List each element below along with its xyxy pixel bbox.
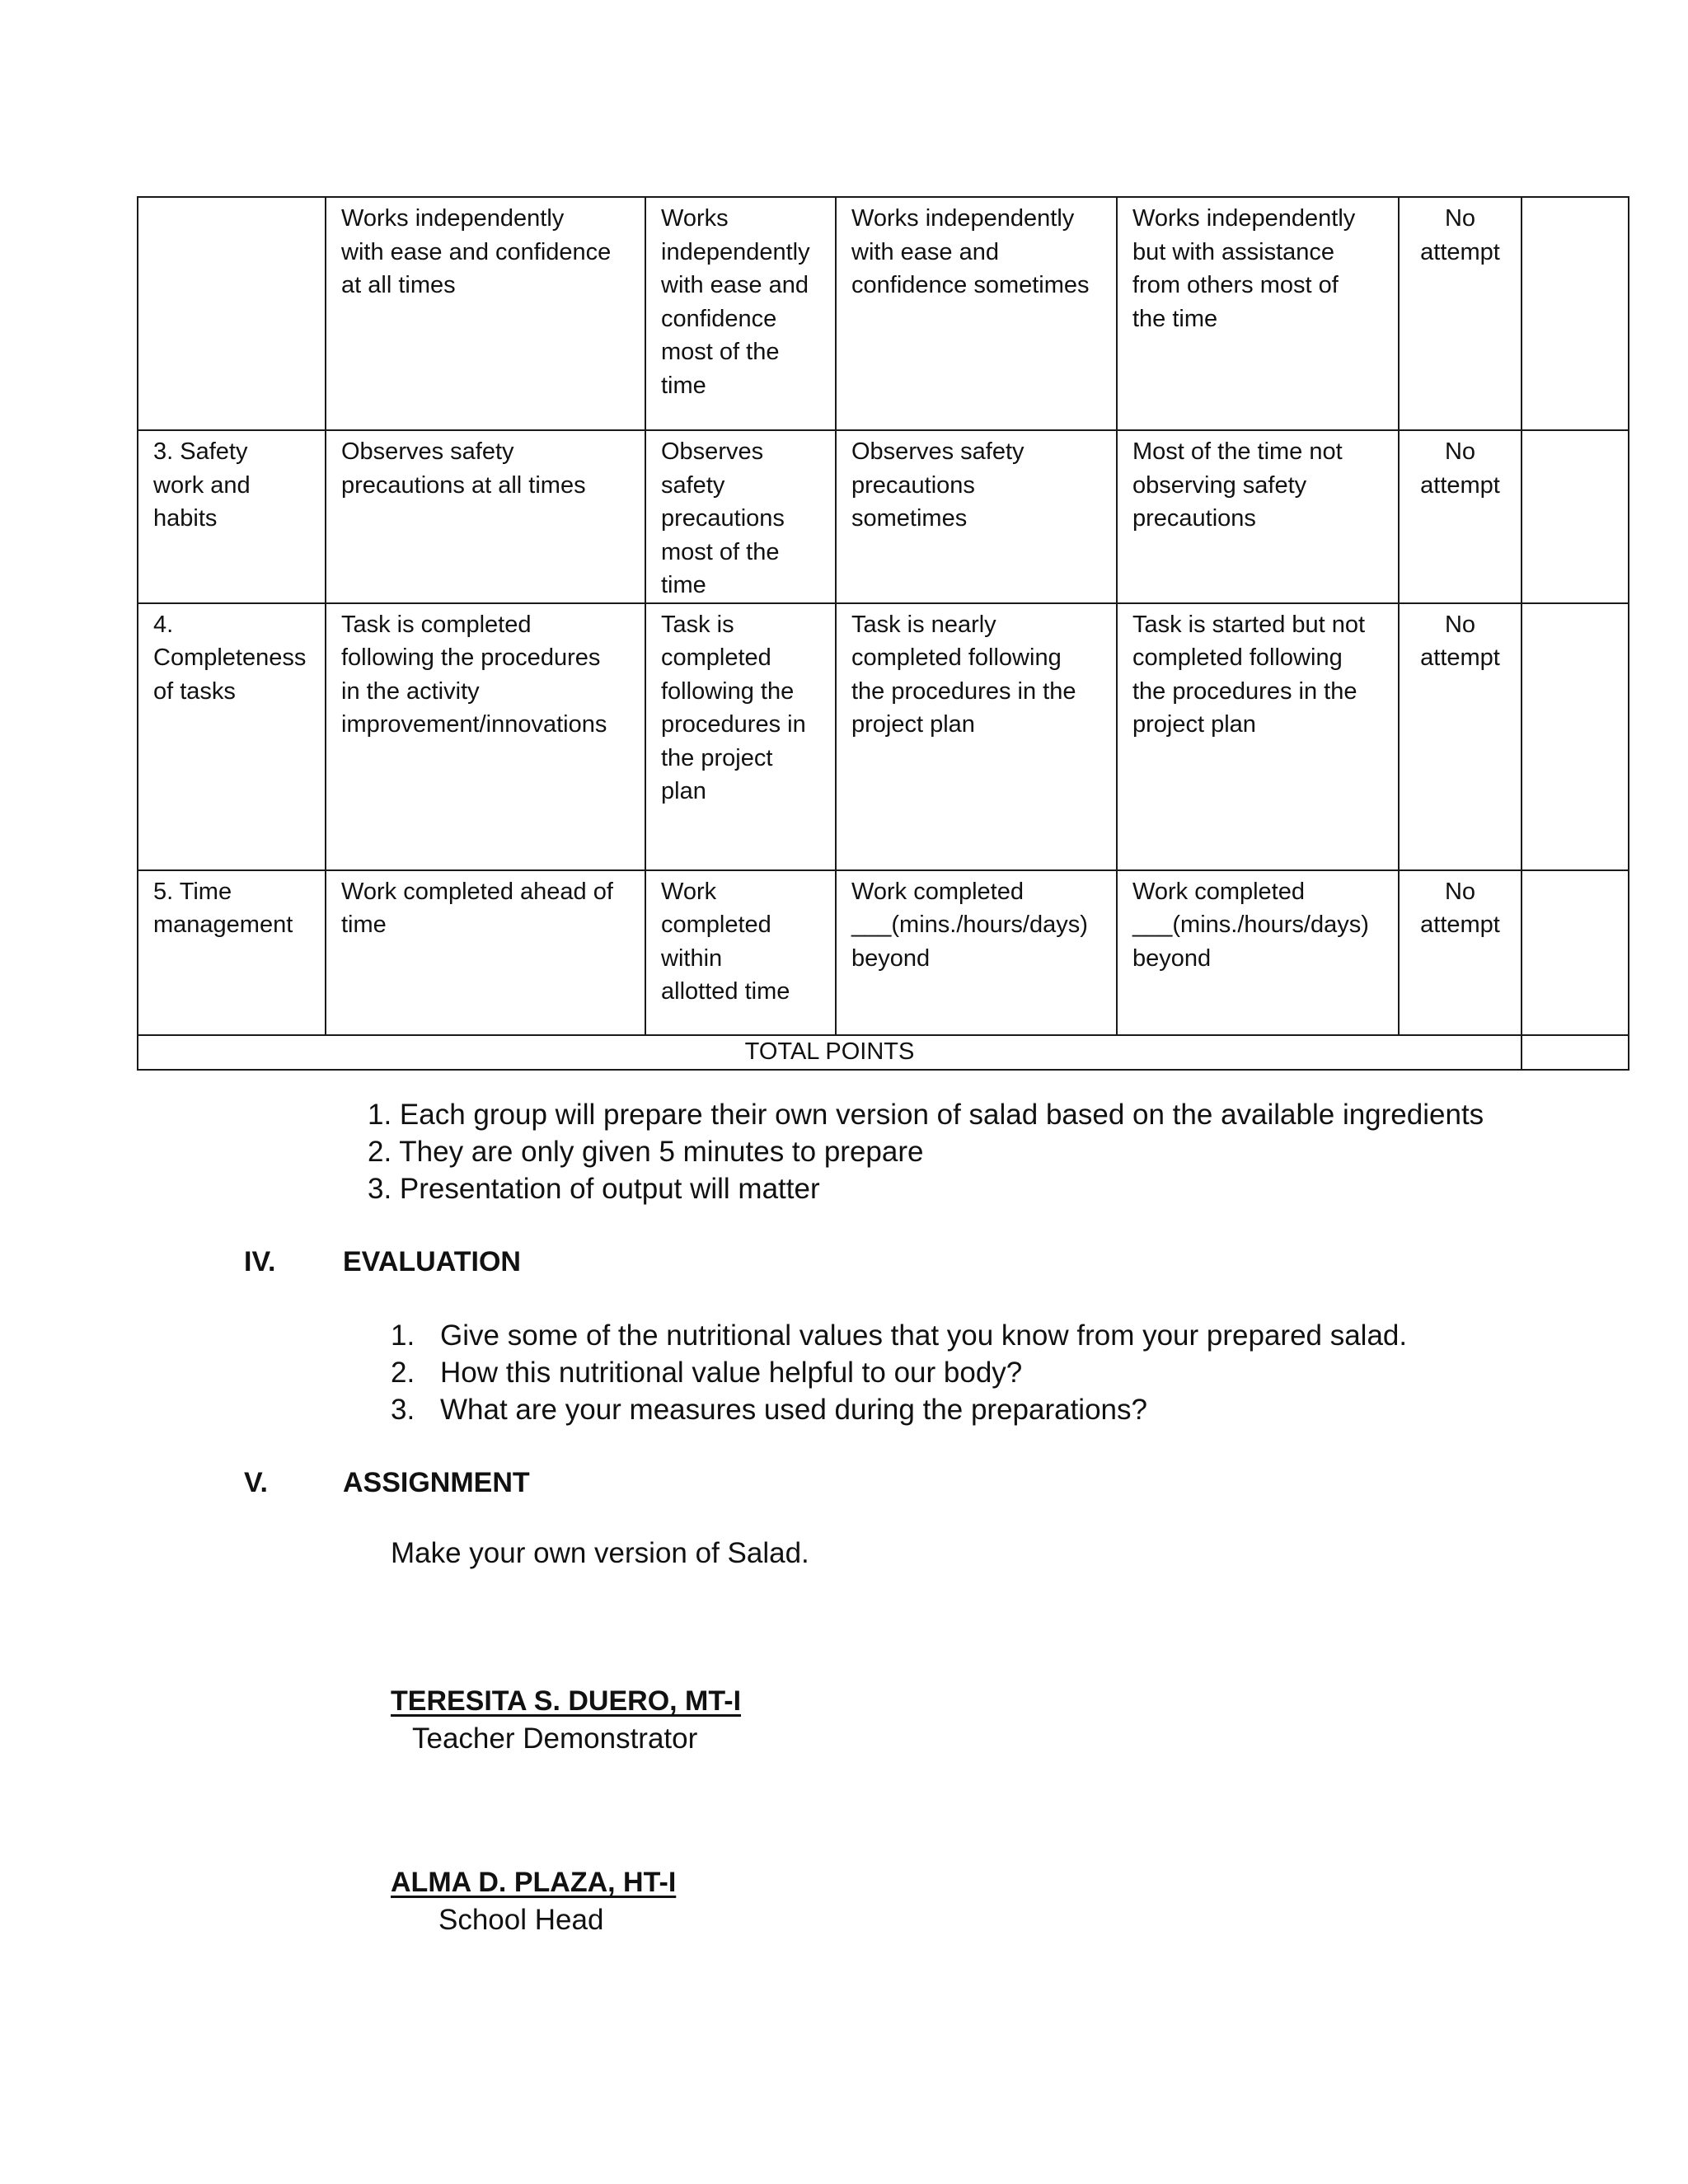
cell-text-line: Task is started but not <box>1132 611 1366 638</box>
cell-text-line: time <box>341 912 387 938</box>
rubric-table <box>137 196 1629 1071</box>
cell-text-line: most of the <box>661 538 780 565</box>
rubric-row <box>138 430 1629 603</box>
cell-text-line: habits <box>153 505 218 532</box>
cell-text-line: independently <box>661 238 810 265</box>
cell-text-line: 5. Time <box>153 878 232 905</box>
rubric-level-cell <box>836 603 1117 870</box>
rubric-level-cell <box>836 430 1117 603</box>
cell-text-line: completed following <box>851 644 1062 671</box>
cell-text-line: with ease and <box>851 238 999 265</box>
cell-text-line: following the procedures <box>341 644 601 671</box>
cell-text-line: management <box>153 912 293 938</box>
rubric-level-cell <box>836 870 1117 1035</box>
cell-text-line: beyond <box>1132 944 1212 972</box>
cell-text-line: No <box>1444 878 1476 905</box>
cell-text-line: precautions <box>851 471 975 499</box>
cell-text-line: 3. Safety <box>153 438 248 465</box>
rubric-level-cell <box>645 870 836 1035</box>
cell-text-line: from others most of <box>1132 272 1339 298</box>
score-cell <box>1522 197 1629 430</box>
instruction-item: 1. Each group will prepare their own version of salad based on the available ingredients <box>368 1099 1484 1131</box>
cell-text-line: ___(mins./hours/days) <box>851 912 1088 938</box>
section-title-assignment: ASSIGNMENT <box>343 1467 530 1498</box>
evaluation-item-number: 3. <box>391 1394 415 1426</box>
signatory-title-teacher: Teacher Demonstrator <box>412 1722 698 1755</box>
cell-text-line: precautions at all times <box>341 471 586 499</box>
cell-text-line: the procedures in the <box>851 677 1076 705</box>
cell-text-line: No <box>1444 205 1476 232</box>
cell-text-line: most of the <box>661 339 780 365</box>
cell-text-line: beyond <box>851 944 931 972</box>
cell-text-line: procedures in <box>661 711 806 738</box>
evaluation-item-text: How this nutritional value helpful to our body? <box>440 1357 1023 1389</box>
evaluation-item <box>391 1354 1407 1391</box>
cell-text-line: observing safety <box>1132 471 1307 499</box>
no-attempt-cell <box>1399 430 1522 603</box>
criteria-cell <box>138 603 326 870</box>
rubric-level-cell <box>645 603 836 870</box>
no-attempt-cell <box>1399 197 1522 430</box>
cell-text-line: in the activity <box>341 677 480 705</box>
cell-text-line: 4. <box>153 611 174 638</box>
cell-text-line: attempt <box>1420 912 1500 938</box>
cell-text-line: the project <box>661 744 773 771</box>
cell-text-line: project plan <box>1132 711 1256 738</box>
cell-text-line: following the <box>661 677 795 705</box>
cell-text-line: confidence <box>661 305 777 332</box>
rubric-body <box>138 197 1629 1070</box>
cell-text-line: Works independently <box>851 205 1075 232</box>
total-points-row <box>138 1035 1629 1070</box>
evaluation-item-number: 2. <box>391 1357 415 1389</box>
instruction-item: 3. Presentation of output will matter <box>368 1173 820 1205</box>
rubric-level-cell <box>1117 603 1399 870</box>
cell-text-line: precautions <box>1132 505 1256 532</box>
cell-text-line: Observes safety <box>341 438 514 465</box>
cell-text-line: Works independently <box>341 205 565 232</box>
cell-text-line: confidence sometimes <box>851 272 1090 298</box>
cell-text-line: Task is completed <box>341 611 532 638</box>
cell-text-line: Works <box>661 205 729 232</box>
cell-text-line: with ease and confidence <box>341 238 612 265</box>
cell-text-line: Work completed <box>1132 878 1305 905</box>
cell-text-line: time <box>661 572 706 598</box>
cell-text-line: completed <box>661 912 771 938</box>
criteria-cell <box>138 197 326 430</box>
cell-text-line: Works independently <box>1132 205 1356 232</box>
criteria-cell <box>138 430 326 603</box>
section-number-assignment: V. <box>244 1467 269 1498</box>
cell-text-line: Work <box>661 878 717 905</box>
rubric-level-cell <box>1117 197 1399 430</box>
cell-text-line: attempt <box>1420 238 1500 265</box>
cell-text-line: safety <box>661 471 725 499</box>
cell-text-line: the time <box>1132 305 1218 332</box>
cell-text-line: with ease and <box>661 272 809 298</box>
section-number-evaluation: IV. <box>244 1246 276 1277</box>
rubric-level-cell <box>645 430 836 603</box>
cell-text-line: Work completed ahead of <box>341 878 613 905</box>
rubric-level-cell <box>326 197 645 430</box>
rubric-level-cell <box>326 870 645 1035</box>
cell-text-line: work and <box>153 471 251 499</box>
cell-text-line: of tasks <box>153 677 236 705</box>
cell-text-line: allotted time <box>661 978 790 1005</box>
cell-text-line: at all times <box>341 272 456 298</box>
cell-text-line: within <box>661 944 723 972</box>
cell-text-line: ___(mins./hours/days) <box>1132 912 1369 938</box>
cell-text-line: Work completed <box>851 878 1024 905</box>
evaluation-item-number: 1. <box>391 1319 415 1352</box>
activity-instructions <box>368 1096 1484 1207</box>
cell-text-line: No <box>1444 611 1476 638</box>
rubric-level-cell <box>326 430 645 603</box>
cell-text-line: Completeness <box>153 644 307 671</box>
instruction-item: 2. They are only given 5 minutes to prepare <box>368 1136 924 1168</box>
rubric-level-cell <box>836 197 1117 430</box>
cell-text-line: attempt <box>1420 644 1500 671</box>
cell-text-line: time <box>661 372 706 399</box>
cell-text-line: sometimes <box>851 505 968 532</box>
cell-text-line: completed <box>661 644 771 671</box>
no-attempt-cell <box>1399 603 1522 870</box>
cell-text-line: attempt <box>1420 471 1500 499</box>
rubric-level-cell <box>645 197 836 430</box>
cell-text-line: precautions <box>661 505 785 532</box>
total-points-label: TOTAL POINTS <box>138 1035 1522 1070</box>
score-cell <box>1522 603 1629 870</box>
cell-text-line: completed following <box>1132 644 1343 671</box>
evaluation-item <box>391 1317 1407 1354</box>
rubric-row <box>138 870 1629 1035</box>
rubric-row <box>138 603 1629 870</box>
cell-text-line: No <box>1444 438 1476 465</box>
cell-text-line: improvement/innovations <box>341 711 607 738</box>
cell-text-line: Task is <box>661 611 734 638</box>
no-attempt-cell <box>1399 870 1522 1035</box>
cell-text-line: Task is nearly <box>851 611 996 638</box>
evaluation-item <box>391 1391 1407 1428</box>
section-title-evaluation: EVALUATION <box>343 1246 521 1277</box>
cell-text-line: but with assistance <box>1132 238 1335 265</box>
evaluation-list <box>391 1317 1407 1428</box>
rubric-level-cell <box>326 603 645 870</box>
signatory-title-school-head: School Head <box>438 1904 604 1936</box>
cell-text-line: Observes <box>661 438 764 465</box>
rubric-row <box>138 197 1629 430</box>
total-points-score-cell <box>1522 1035 1629 1070</box>
score-cell <box>1522 870 1629 1035</box>
score-cell <box>1522 430 1629 603</box>
cell-text-line: project plan <box>851 711 975 738</box>
rubric-level-cell <box>1117 430 1399 603</box>
cell-text-line: plan <box>661 778 706 804</box>
evaluation-item-text: Give some of the nutritional values that you know from your prepared salad. <box>440 1319 1408 1352</box>
cell-text-line: Most of the time not <box>1132 438 1343 465</box>
assignment-text: Make your own version of Salad. <box>391 1537 809 1569</box>
rubric-level-cell <box>1117 870 1399 1035</box>
signatory-name-school-head: ALMA D. PLAZA, HT-I <box>391 1867 677 1898</box>
signatory-name-teacher: TERESITA S. DUERO, MT-I <box>391 1685 742 1717</box>
evaluation-item-text: What are your measures used during the preparations? <box>440 1394 1147 1426</box>
cell-text-line: Observes safety <box>851 438 1025 465</box>
cell-text-line: the procedures in the <box>1132 677 1357 705</box>
criteria-cell <box>138 870 326 1035</box>
